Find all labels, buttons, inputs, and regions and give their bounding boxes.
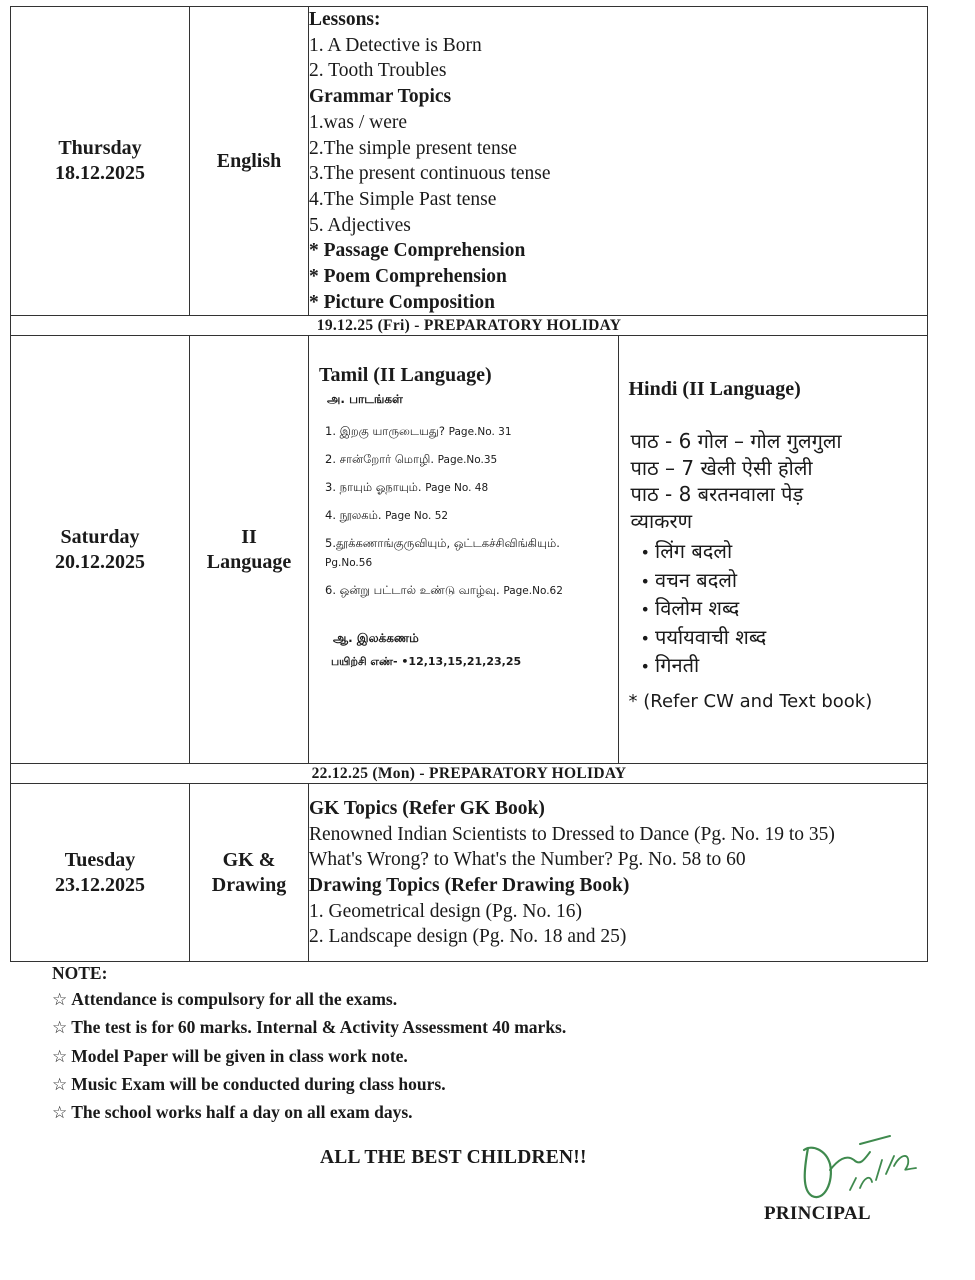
note-text: Attendance is compulsory for all the exams. <box>71 989 398 1009</box>
tamil-lesson-title: 5.தூக்கணாங்குருவியும், ஒட்டகச்சிவிங்கியும். <box>325 536 560 551</box>
topic-line: 2.The simple present tense <box>309 137 517 159</box>
topics-cell <box>309 784 928 962</box>
subject-name: Language <box>206 550 292 573</box>
day-cell <box>11 784 190 962</box>
tamil-section-grammar: ஆ. இலக்கணம் <box>333 631 419 646</box>
star-outline-icon: ☆ <box>52 1074 68 1095</box>
topic-heading: GK Topics (Refer GK Book) <box>309 797 545 819</box>
note-text: The school works half a day on all exam days. <box>71 1102 413 1123</box>
tamil-lesson-page: Page No. 48 <box>425 482 489 495</box>
tamil-section-lessons: அ. பாடங்கள் <box>327 392 403 407</box>
star-outline-icon: ☆ <box>52 990 68 1010</box>
list-item: • विलोम शब्द <box>641 595 920 624</box>
list-item: • वचन बदलो <box>641 567 920 596</box>
handwritten-signature <box>790 1130 930 1210</box>
list-item: • पर्यायवाची शब्द <box>641 624 920 653</box>
signatory-role: PRINCIPAL <box>764 1203 871 1224</box>
note-item <box>52 1043 566 1071</box>
hindi-lesson-line: पाठ – 7 खेली ऐसी होली <box>630 455 813 480</box>
note-item <box>52 1071 566 1099</box>
topic-line: What's Wrong? to What's the Number? Pg. No. 58 to 60 <box>309 849 746 871</box>
note-item <box>52 1099 566 1127</box>
note-text: Music Exam will be conducted during class hours. <box>71 1073 446 1094</box>
subject-name: English <box>216 149 282 172</box>
tamil-lesson-title: 6. ஒன்று பட்டால் உண்டு வாழ்வு. <box>325 583 504 598</box>
hindi-lesson-list <box>631 428 920 534</box>
tamil-lesson-page: Page No. 52 <box>385 510 449 523</box>
list-item: • गिनती <box>641 652 920 681</box>
list-item: • लिंग बदलो <box>641 538 920 567</box>
hindi-lesson-line: पाठ - 8 बरतनवाला पेड़ <box>630 482 804 507</box>
tamil-lesson-title: 2. சான்றோர் மொழி. <box>325 452 438 467</box>
hindi-note: * (Refer CW and Text book) <box>628 690 873 712</box>
notes-section <box>52 960 566 1127</box>
topic-line: 4.The Simple Past tense <box>309 188 497 210</box>
subject-name: GK & <box>222 848 276 871</box>
hindi-lesson-line: पाठ - 6 गोल – गोल गुलगुला <box>630 429 842 454</box>
tamil-lesson-page: Pg.No.56 <box>325 557 373 570</box>
hindi-grammar-list <box>641 538 920 681</box>
subject-name: II <box>241 525 257 548</box>
day-name: Thursday <box>58 137 142 160</box>
notes-title: NOTE: <box>52 963 108 983</box>
subject-cell <box>190 784 309 962</box>
closing-message: ALL THE BEST CHILDREN!! <box>320 1147 587 1168</box>
topic-line: 5. Adjectives <box>309 214 411 236</box>
list-item <box>325 534 610 573</box>
hindi-heading: Hindi (II Language) <box>628 378 801 401</box>
notes-list <box>52 986 566 1127</box>
list-item <box>325 478 610 498</box>
tamil-lesson-page: Page.No. 31 <box>448 426 512 439</box>
subject-cell <box>190 7 309 316</box>
exam-date: 20.12.2025 <box>55 550 145 573</box>
topic-line: 1. A Detective is Born <box>309 34 482 56</box>
day-cell <box>11 336 190 764</box>
exam-date: 23.12.2025 <box>55 873 145 896</box>
topic-line: 2. Tooth Troubles <box>309 60 447 82</box>
table-row <box>11 7 928 316</box>
list-item <box>325 581 610 601</box>
note-text: The test is for 60 marks. Internal & Activity Assessment 40 marks. <box>71 1017 567 1038</box>
tamil-lesson-title: 3. நாயும் ஓநாயும். <box>325 480 426 495</box>
tamil-heading: Tamil (II Language) <box>319 364 492 387</box>
list-item <box>325 506 610 526</box>
subject-cell <box>190 336 309 764</box>
topic-line: Renowned Indian Scientists to Dressed to Dance (Pg. No. 19 to 35) <box>309 823 835 845</box>
table-row <box>11 784 928 962</box>
note-item <box>52 986 566 1014</box>
table-row <box>11 764 928 784</box>
day-name: Saturday <box>60 525 140 548</box>
topic-heading: Grammar Topics <box>309 86 452 108</box>
exam-date: 18.12.2025 <box>55 162 145 185</box>
tamil-exercise: பயிற்சி எண்- •12,13,15,21,23,25 <box>331 655 522 669</box>
tamil-lesson-title: 1. இறகு யாருடையது? <box>325 424 449 439</box>
topic-heading: Lessons: <box>309 9 381 30</box>
topic-heading: Drawing Topics (Refer Drawing Book) <box>309 874 630 896</box>
tamil-lesson-page: Page.No.62 <box>503 585 563 598</box>
tamil-lesson-page: Page.No.35 <box>437 454 498 467</box>
star-outline-icon: ☆ <box>52 1018 68 1039</box>
hindi-lesson-line: व्याकरण <box>630 508 693 533</box>
note-item <box>52 1014 566 1042</box>
tamil-lesson-title: 4. நூலகம். <box>325 508 386 523</box>
holiday-banner: 19.12.25 (Fri) - PREPARATORY HOLIDAY <box>11 316 928 336</box>
subject-name: Drawing <box>211 873 287 896</box>
star-outline-icon: ☆ <box>52 1046 68 1067</box>
day-cell <box>11 7 190 316</box>
topic-line: 1. Geometrical design (Pg. No. 16) <box>309 900 582 922</box>
list-item <box>325 422 610 442</box>
tamil-lesson-list <box>319 422 610 601</box>
list-item <box>325 450 610 470</box>
topics-cell <box>309 7 928 316</box>
exam-schedule-table <box>10 6 928 962</box>
table-row <box>11 316 928 336</box>
note-text: Model Paper will be given in class work note. <box>71 1045 408 1066</box>
table-row <box>11 336 928 764</box>
topic-heading: * Passage Comprehension <box>309 240 526 262</box>
topic-line: 1.was / were <box>309 111 408 133</box>
hindi-topics-cell <box>618 336 928 764</box>
topic-heading: * Poem Comprehension <box>309 266 507 288</box>
day-name: Tuesday <box>64 848 136 871</box>
holiday-banner: 22.12.25 (Mon) - PREPARATORY HOLIDAY <box>11 764 928 784</box>
topic-line: 3.The present continuous tense <box>309 163 551 185</box>
star-outline-icon: ☆ <box>52 1103 68 1124</box>
tamil-topics-cell <box>309 336 619 764</box>
topic-line: 2. Landscape design (Pg. No. 18 and 25) <box>309 926 627 948</box>
topic-heading: * Picture Composition <box>309 291 495 313</box>
